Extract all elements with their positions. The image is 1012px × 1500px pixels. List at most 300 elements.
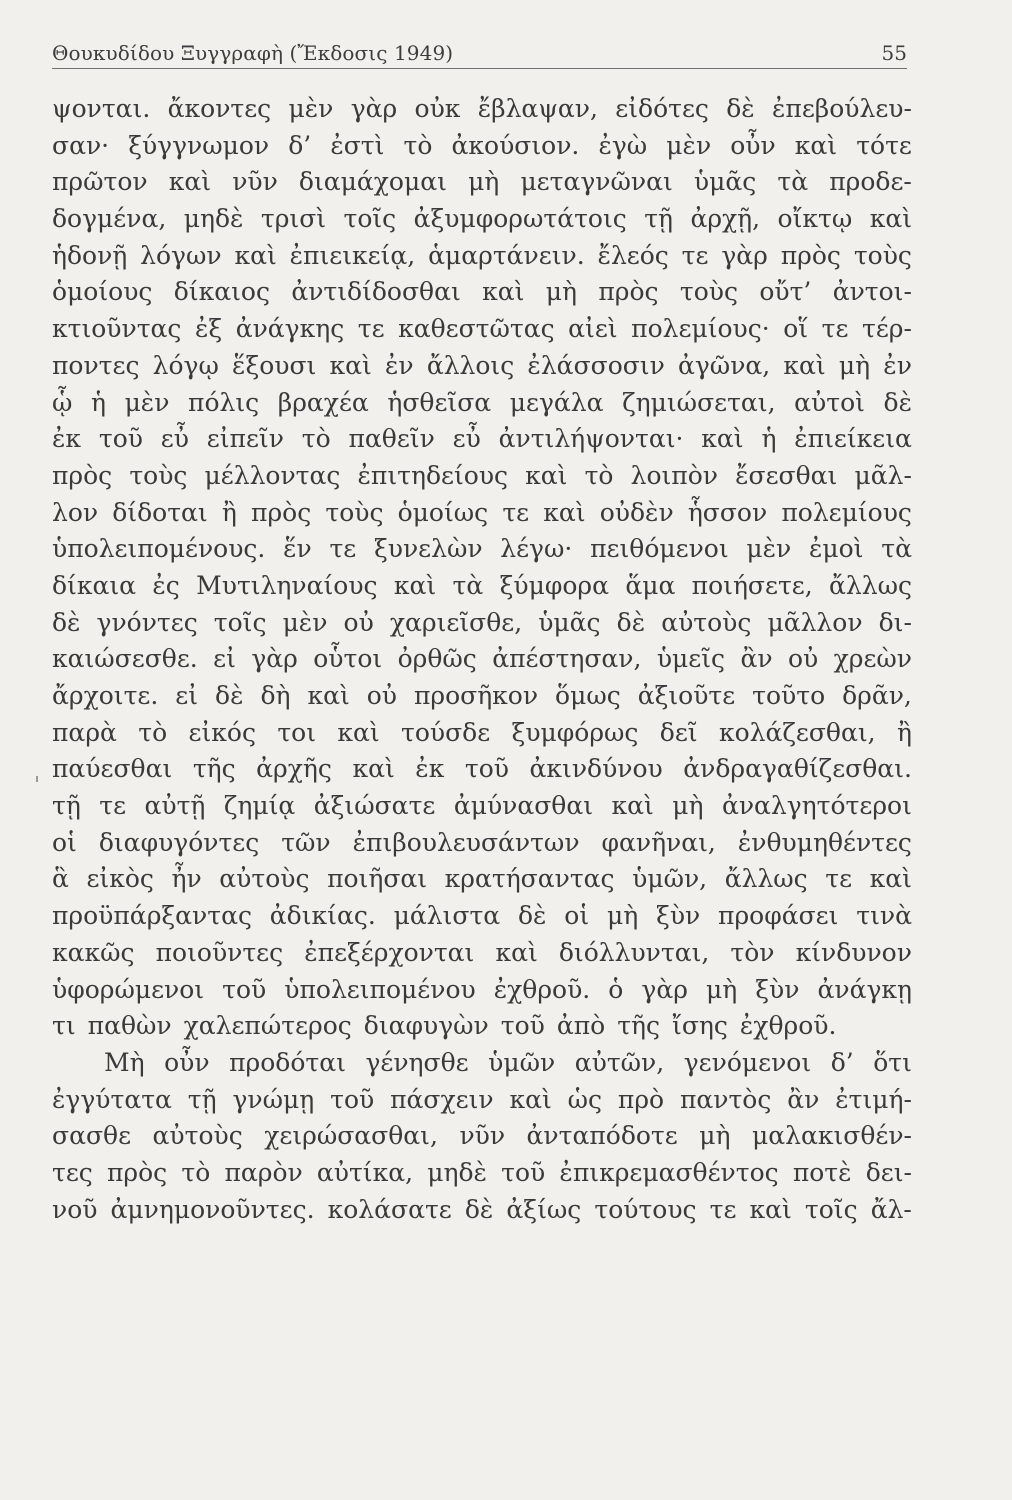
word: ἐγγύτατα (52, 1084, 172, 1114)
text-line (52, 568, 912, 605)
word: δὲ (215, 681, 244, 710)
word: ὑμεῖς (656, 644, 726, 674)
text-line (52, 1192, 912, 1229)
word: ἐς (152, 570, 180, 600)
text-line (52, 1155, 912, 1192)
word: ἃ (52, 864, 69, 894)
word: τε (99, 791, 127, 821)
word: οὐδὲν (599, 497, 674, 527)
text-line (52, 678, 912, 715)
word: καθεστῶτας (398, 314, 555, 344)
word: μὴ (545, 277, 578, 307)
text-line (52, 385, 912, 422)
text-line (52, 605, 912, 642)
word: ἔσεσθαι (735, 460, 838, 490)
word: γνώμῃ (232, 1084, 315, 1114)
word: φανῆναι, (601, 827, 716, 857)
word: ἐπιείκεια (794, 424, 912, 454)
word: μὴ (672, 791, 704, 821)
word: γὰρ (251, 644, 298, 674)
text-line (52, 238, 912, 275)
paragraph-end-line (52, 1008, 912, 1045)
word: εἰκός (188, 717, 256, 747)
word: ἀρχῆς (256, 754, 332, 784)
word: μὴ (838, 350, 871, 380)
word: τὸν (730, 937, 775, 967)
word: ἀντοι- (832, 277, 912, 307)
word: ἐκ (415, 754, 445, 784)
word: πρὸς (106, 1157, 168, 1187)
word: ποιήσετε, (691, 570, 813, 600)
running-head (52, 36, 907, 69)
word: ἦν (171, 864, 202, 894)
word: τῇ (187, 1084, 217, 1114)
word: τοῦ (98, 424, 143, 454)
word: μὴ (468, 167, 500, 197)
word: τι (52, 1011, 76, 1041)
word: οὗτοι (313, 644, 383, 674)
word: τες (52, 1157, 93, 1187)
word: διαμάχομαι (298, 167, 447, 197)
word: ἴσης (672, 1011, 728, 1041)
word: προσῆκον (413, 681, 539, 710)
word: ἄλλοις (426, 350, 515, 380)
word: αὐτῇ (144, 791, 206, 821)
word: μεγάλα (509, 387, 604, 417)
text-line (52, 972, 912, 1009)
word: ἐλάσσοσιν (527, 350, 665, 380)
word: αὐτοὺς (219, 864, 310, 894)
word: αὐτοὶ (794, 387, 865, 417)
word: μᾶλλον (767, 607, 863, 637)
word: εἰκὸς (86, 864, 154, 894)
word: οἱ (564, 901, 590, 931)
word: ὁμοίως (397, 497, 489, 527)
word: ἀντιλήψονται· (498, 424, 684, 454)
word: προφάσει (718, 901, 839, 931)
word: καὶ (495, 937, 538, 967)
word: ἔβλαψαν, (477, 94, 598, 123)
word: γὰρ (350, 94, 398, 123)
word: ὁμοίους (52, 277, 153, 307)
word: παρὸν (224, 1157, 303, 1187)
word: τὸ (138, 717, 168, 747)
text-line (52, 935, 912, 972)
word: νοῦ (52, 1194, 98, 1224)
word: διαφυγὼν (363, 1011, 489, 1041)
word: πολεμίους· (631, 314, 770, 344)
word: τῆς (192, 754, 236, 784)
word: τοῦ (464, 754, 509, 784)
word: αὐτοὺς (152, 1121, 243, 1151)
text-line (52, 715, 912, 752)
word: οὖν (164, 1047, 210, 1077)
word: ψονται. (52, 94, 151, 123)
word: πόλις (188, 387, 260, 417)
word: τοῖς (804, 1194, 858, 1224)
word: μᾶλ- (854, 460, 912, 490)
word: νῦν (232, 167, 278, 197)
word: κτιοῦντας (52, 314, 182, 344)
word: ξύγγνωμον (128, 130, 270, 160)
text-line (52, 1118, 912, 1155)
word: ξυνελὼν (373, 534, 483, 564)
word: καὶ (307, 681, 350, 710)
word: αὐτίκα, (316, 1157, 414, 1187)
text-line (52, 898, 912, 935)
word: μὲν (288, 94, 334, 123)
word: λόγων (140, 240, 222, 270)
word: καὶ (543, 497, 586, 527)
word: τοῦ (501, 1157, 546, 1187)
word: ἄρχοιτε. (52, 681, 159, 710)
word: τε (821, 314, 849, 344)
word: ἄλλως (829, 570, 912, 600)
word: οὐ (787, 644, 819, 674)
word: τούτους (594, 1194, 697, 1224)
word: ἂν (787, 1084, 820, 1114)
margin-mark (36, 776, 38, 782)
word: καὶ (869, 864, 912, 894)
word: δει- (865, 1157, 912, 1187)
word: καιώσεσθε. (52, 644, 198, 674)
word: παύεσθαι (52, 754, 173, 784)
text-line (52, 531, 912, 568)
word: γένησθε (365, 1047, 469, 1077)
word: πειθόμενοι (590, 534, 729, 564)
word: ἀγῶνα, (677, 350, 771, 380)
word: τε (357, 314, 385, 344)
word: οἱ (52, 827, 77, 857)
word: ἕν (283, 534, 312, 564)
word: εὖ (452, 424, 481, 454)
word: ἀπὸ (556, 1011, 606, 1041)
word: καὶ (482, 277, 525, 307)
word: ἐπικρεμασθέντος (559, 1157, 779, 1187)
word: λέγω· (500, 534, 573, 564)
word: ἔλεός (597, 240, 669, 270)
word: ἀντιδίδοσθαι (291, 277, 461, 307)
word: ἡ (761, 424, 777, 454)
word: μὲν (746, 534, 792, 564)
text-line (52, 164, 912, 201)
running-title: Θουκυδίδου Ξυγγραφὴ (Ἔκδοσις 1949) (52, 41, 454, 65)
word: τοὺς (129, 460, 188, 490)
word: ἐχθροῦ. (493, 974, 591, 1004)
word: κολάζεσθαι, (718, 717, 876, 747)
word: χειρώσασθαι, (264, 1121, 438, 1151)
word: τὰ (777, 167, 809, 197)
word: ὑφορώμενοι (52, 974, 205, 1004)
word: πρὸς (52, 460, 113, 490)
page-number: 55 (881, 41, 907, 65)
word: δ’ (830, 1047, 854, 1077)
word: ἡδονῇ (52, 240, 128, 270)
text-line (52, 788, 912, 825)
word: ἐχθροῦ. (739, 1011, 837, 1041)
word: τε (709, 1194, 737, 1224)
word: καὶ (337, 717, 380, 747)
word: εἰπεῖν (206, 424, 284, 454)
word: τὰ (452, 570, 484, 600)
word: τὸ (403, 130, 433, 160)
word: ἐπεβούλευ- (772, 94, 912, 123)
word: τοὺς (679, 277, 738, 307)
word: καὶ (168, 167, 212, 197)
word: ἀμνημονοῦντες. (110, 1194, 315, 1224)
word: πολεμίους (781, 497, 912, 527)
word: γενόμενοι (683, 1047, 812, 1077)
word: ὑπολειπομένους. (52, 534, 266, 564)
word: λόγῳ (152, 350, 219, 380)
word: δογμένα, (52, 204, 167, 234)
word: καὶ (352, 754, 395, 784)
word: Μὴ (104, 1047, 145, 1077)
word: οἵ (783, 314, 809, 344)
word: ὑμῶν (488, 1047, 556, 1077)
word: ἐν (385, 350, 414, 380)
word: ποντες (52, 350, 140, 380)
word: ἐμοὶ (808, 534, 864, 564)
word: πάσχειν (390, 1084, 494, 1114)
word: γὰρ (641, 974, 688, 1004)
word: μαλακισθέν- (751, 1121, 912, 1151)
word: χαλεπώτερος (183, 1011, 352, 1041)
word: μὴ (699, 1121, 731, 1151)
text-line (52, 348, 912, 385)
word: ἀδικίας. (269, 901, 376, 931)
word: τὸ (301, 424, 331, 454)
word: ὀρθῶς (397, 644, 477, 674)
word: ἀμύνασθαι (453, 791, 594, 821)
word: ἀξίως (506, 1194, 582, 1224)
word: ἄλλως (724, 864, 808, 894)
word: ἢ (221, 497, 237, 527)
word: κρατήσαντας (444, 864, 615, 894)
word: ἄκοντες (167, 94, 272, 123)
word: προδε- (829, 167, 912, 197)
word: Μυτιληναίους (196, 570, 378, 600)
text-line (52, 201, 912, 238)
word: χαριεῖσθε, (389, 607, 523, 637)
word: αὐτοὺς (661, 607, 752, 637)
word: κολάσατε (327, 1194, 452, 1224)
word: ἐτιμή- (835, 1084, 912, 1114)
word: δεῖ (659, 717, 698, 747)
word: ἐγὼ (598, 130, 648, 160)
word: τρισὶ (260, 204, 327, 234)
word: τοῦτο (752, 681, 826, 710)
word: ἧσσον (687, 497, 768, 527)
word: ἀξιώσατε (313, 791, 436, 821)
word: μὲν (124, 387, 170, 417)
word: τῇ (52, 791, 81, 821)
word: καὶ (329, 350, 372, 380)
word: εἰδότες (615, 94, 709, 123)
word: ἢ (896, 717, 912, 747)
word: ἀκινδύνου (529, 754, 663, 784)
word: ὑμᾶς (538, 607, 601, 637)
word: μὲν (282, 607, 328, 637)
word: ἡ (90, 387, 106, 417)
word: εὖ (160, 424, 189, 454)
word: δὲ (464, 1194, 494, 1224)
text-line (52, 458, 912, 495)
word: δὲ (616, 607, 646, 637)
word: οὐ (366, 681, 397, 710)
body-text (52, 91, 912, 1228)
word: ἐν (883, 350, 912, 380)
text-line (52, 861, 912, 898)
word: δὲ (518, 901, 547, 931)
word: δὲ (726, 94, 755, 123)
word: καὶ (869, 204, 912, 234)
word: καὶ (509, 1084, 552, 1114)
word: ἀνταπόδοτε (526, 1121, 678, 1151)
word: δ’ (288, 130, 312, 160)
word: μὴ (705, 974, 738, 1004)
word: ἀξυμφορωτάτοις (413, 204, 627, 234)
word: λοιπὸν (630, 460, 718, 490)
paragraph-start-line (52, 1045, 912, 1082)
text-line (52, 421, 912, 458)
word: δὲ (52, 607, 81, 637)
word: καὶ (701, 424, 744, 454)
word: παθὼν (87, 1011, 172, 1041)
word: διόλλυνται, (558, 937, 710, 967)
word: ἀρχῇ, (690, 204, 761, 234)
word: ἡσθεῖσα (387, 387, 492, 417)
word: πρὸς (780, 240, 841, 270)
word: δι- (878, 607, 912, 637)
word: τοῦ (222, 974, 267, 1004)
text-line (52, 128, 912, 165)
word: κακῶς (52, 937, 135, 967)
word: δὴ (260, 681, 291, 710)
word: τούσδε (401, 717, 491, 747)
word: δρᾶν, (842, 681, 912, 710)
word: βραχέα (277, 387, 369, 417)
word: νῦν (459, 1121, 506, 1151)
word: τοῖς (343, 204, 397, 234)
word: τοῖς (213, 607, 267, 637)
word: ἀνάγκῃ (817, 974, 912, 1004)
word: εἰ (175, 681, 199, 710)
word: διαφυγόντες (98, 827, 260, 857)
word: τῇ (644, 204, 674, 234)
word: τε (502, 497, 530, 527)
word: ἀξιοῦτε (637, 681, 736, 710)
word: ἐπιεικείᾳ, (289, 240, 416, 270)
word: τε (329, 534, 357, 564)
word: καὶ (611, 791, 654, 821)
word: τοὺς (853, 240, 912, 270)
text-line (52, 641, 912, 678)
word: ποιοῦντες (155, 937, 284, 967)
word: ἁμαρτάνειν. (428, 240, 585, 270)
word: τε (681, 240, 709, 270)
word: ἐξ (194, 314, 223, 344)
word: καὶ (393, 570, 437, 600)
word: καὶ (749, 1194, 792, 1224)
word: χρεὼν (833, 644, 912, 674)
word: αἰεὶ (568, 314, 618, 344)
word: ἐπιβουλευσάντων (352, 827, 580, 857)
word: οὔτ’ (759, 277, 812, 307)
word: ἐκ (52, 424, 82, 454)
word: ἀνδραγαθίζεσθαι. (683, 754, 912, 784)
word: ἄλ- (870, 1194, 912, 1224)
word: ἐνθυμηθέντες (737, 827, 912, 857)
word: πρὸς (598, 277, 659, 307)
word: τὸ (181, 1157, 211, 1187)
word: μέλλοντας (204, 460, 341, 490)
word: τινὰ (856, 901, 912, 931)
word: δὲ (883, 387, 912, 417)
word: καὶ (525, 460, 568, 490)
word: ἐπεξέρχονται (304, 937, 475, 967)
word: παθεῖν (348, 424, 435, 454)
word: μὲν (666, 130, 712, 160)
word: ξὺν (755, 974, 800, 1004)
word: οὐ (343, 607, 374, 637)
word: ᾧ (52, 387, 73, 417)
word: ὑμῶν, (632, 864, 708, 894)
word: τοῦ (500, 1011, 545, 1041)
text-line (52, 311, 912, 348)
word: προδόται (229, 1047, 346, 1077)
word: ἀκούσιον. (451, 130, 580, 160)
word: σαν· (52, 130, 110, 160)
word: γὰρ (721, 240, 768, 270)
word: ξυμφόρως (511, 717, 639, 747)
word: τοὺς (325, 497, 384, 527)
word: τέρ- (862, 314, 912, 344)
word: ἀνάγκης (235, 314, 345, 344)
word: ἐστὶ (330, 130, 385, 160)
word: δίκαια (52, 570, 137, 600)
word: ποιῆσαι (327, 864, 428, 894)
word: ἐπιτηδείους (357, 460, 509, 490)
word: ξὺν (656, 901, 701, 931)
word: ὡς (567, 1084, 603, 1114)
word: μηδὲ (183, 204, 244, 234)
word: ἂν (740, 644, 773, 674)
word: παρὰ (52, 717, 117, 747)
word: δίκαιος (173, 277, 270, 307)
word: ζημίᾳ (223, 791, 296, 821)
word: οὖν (730, 130, 776, 160)
word: πρῶτον (52, 167, 148, 197)
word: ὅτι (873, 1047, 912, 1077)
text-line (52, 91, 912, 128)
word: τοι (277, 717, 316, 747)
word: μεταγνῶναι (520, 167, 673, 197)
word: ἀπέστησαν, (492, 644, 642, 674)
word: ποτὲ (792, 1157, 852, 1187)
word: δίδοται (112, 497, 208, 527)
word: ὅμως (555, 681, 621, 710)
word: τότε (856, 130, 912, 160)
text-line (52, 751, 912, 788)
word: οὐκ (414, 94, 461, 123)
word: ὁ (608, 974, 624, 1004)
word: μὴ (606, 901, 639, 931)
word: ἕξουσι (232, 350, 317, 380)
text-line (52, 495, 912, 532)
text-line (52, 274, 912, 311)
word: ἅμα (625, 570, 676, 600)
